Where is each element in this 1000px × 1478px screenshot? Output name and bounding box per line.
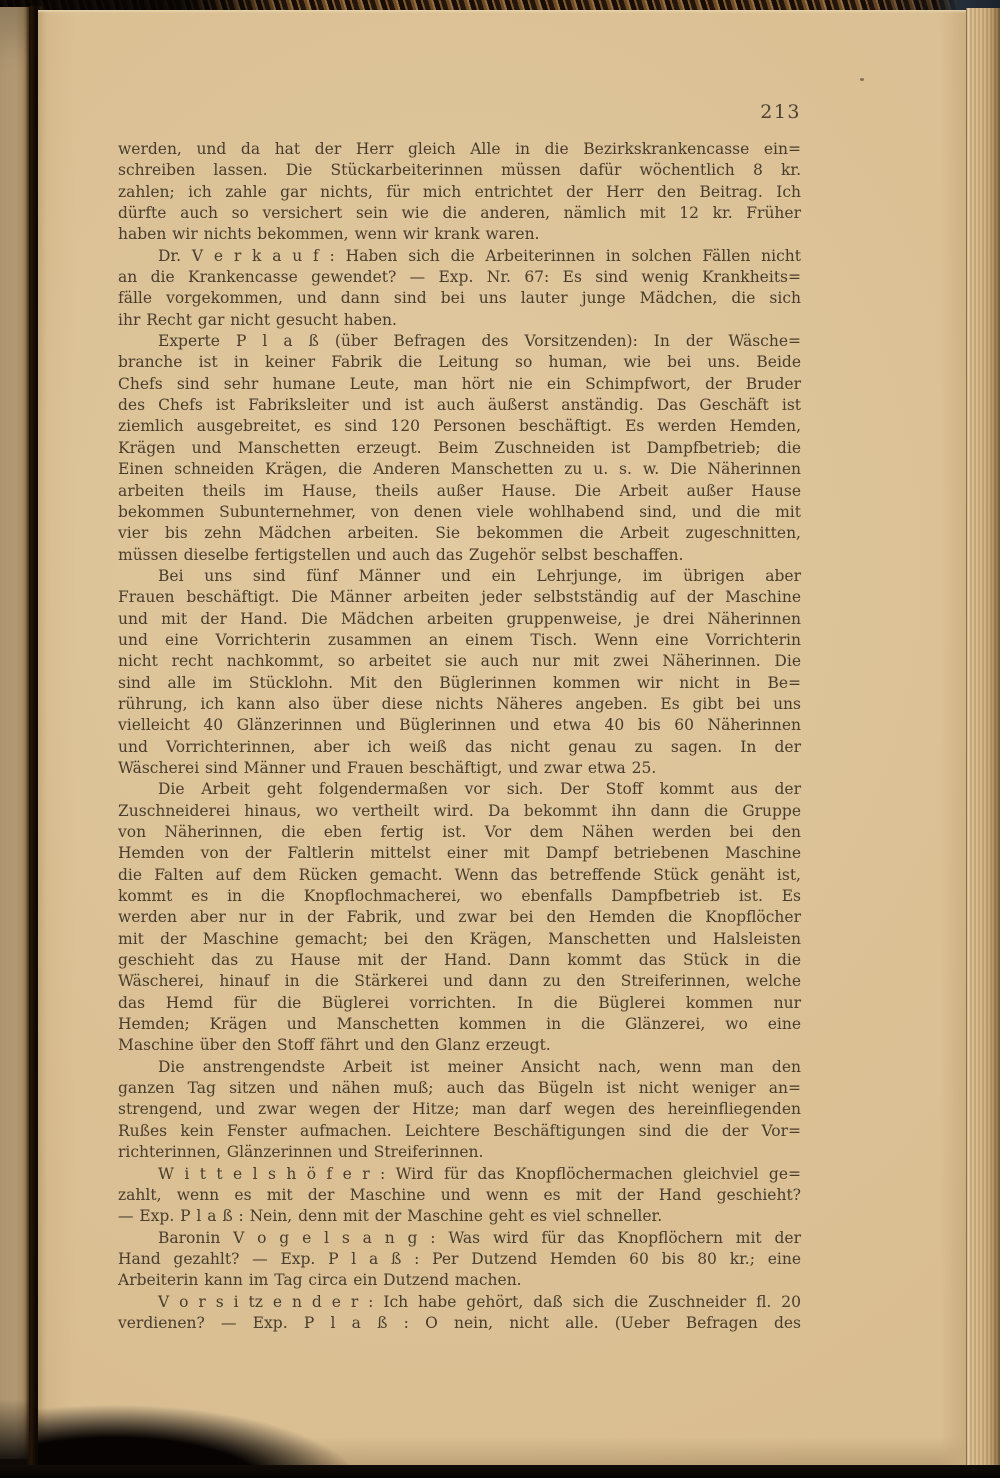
book-page <box>38 10 966 1467</box>
text-line: Arbeiterin kann im Tag circa ein Dutzend machen. <box>118 1271 522 1290</box>
text-line: bekommen Subunternehmer, von denen viele wohlhabend sind, und die mit <box>118 502 801 521</box>
text-line: ihr Recht gar nicht gesucht haben. <box>118 310 397 329</box>
text-line: Einen schneiden Krägen, die Anderen Manschetten zu u. s. w. Die Näherinnen <box>118 460 801 479</box>
page-curl-shadow <box>38 1337 458 1467</box>
text-line: werden, und da hat der Herr gleich Alle in die Bezirkskrankencasse ein= <box>118 140 801 158</box>
text-line: Baronin V o g e l s a n g : Was wird für das Knopflöchern mit der <box>158 1228 801 1247</box>
text-line: arbeiten theils im Hause, theils außer Hause. Die Arbeit außer Hause <box>118 481 801 500</box>
underlying-page-edge <box>0 7 29 1459</box>
text-line: von Näherinnen, die eben fertig ist. Vor dem Nähen werden bei den <box>118 823 801 841</box>
text-line: ziemlich ausgebreitet, es sind 120 Personen beschäftigt. Es werden Hemden, <box>118 417 801 436</box>
text-line: Frauen beschäftigt. Die Männer arbeiten jeder selbstständig auf der Maschine <box>118 588 801 607</box>
text-line: Dr. V e r k a u f : Haben sich die Arbeiterinnen in solchen Fällen nicht <box>158 246 801 265</box>
text-line: dürfte auch so versichert sein wie die anderen, nämlich mit 12 kr. Früher <box>118 204 801 223</box>
text-line: zahlt, wenn es mit der Maschine und wenn es mit der Hand geschieht? <box>118 1185 801 1204</box>
text-line: geschieht das zu Hause mit der Hand. Dann kommt das Stück in die <box>118 951 801 970</box>
text-line: vier bis zehn Mädchen arbeiten. Sie bekommen die Arbeit zugeschnitten, <box>118 524 801 543</box>
text-line: Zuschneiderei hinaus, wo vertheilt wird. Da bekommt ihn dann die Gruppe <box>118 801 801 820</box>
text-line: fälle vorgekommen, und dann sind bei uns lauter junge Mädchen, die sich <box>118 289 801 308</box>
text-line: müssen dieselbe fertigstellen und auch das Zugehör selbst beschaffen. <box>118 545 684 564</box>
text-line: Hemden; Krägen und Manschetten kommen in die Glänzerei, wo eine <box>118 1015 801 1034</box>
page-number: 213 <box>760 101 801 123</box>
text-line: rührung, ich kann also über diese nichts Näheres angeben. Es gibt bei uns <box>118 694 801 713</box>
page-text-block <box>118 139 801 1334</box>
text-line: Hemden von der Faltlerin mittelst einer mit Dampf betriebenen Maschine <box>118 844 801 863</box>
text-line: W i t t e l s h ö f e r : Wird für das Knopflöchermachen gleichviel ge= <box>158 1164 801 1183</box>
text-line: haben wir nichts bekommen, wenn wir krank waren. <box>118 225 540 244</box>
text-line: sind alle im Stücklohn. Mit den Büglerinnen kommen wir nicht in Be= <box>118 673 801 692</box>
text-line: Die Arbeit geht folgendermaßen vor sich. Der Stoff kommt aus der <box>158 780 801 799</box>
text-line: vielleicht 40 Glänzerinnen und Büglerinnen und etwa 40 bis 60 Näherinnen <box>118 716 801 735</box>
text-line: das Hemd für die Büglerei vorrichten. In die Büglerei kommen nur <box>118 993 801 1012</box>
text-line: und eine Vorrichterin zusammen an einem Tisch. Wenn eine Vorrichterin <box>118 630 801 649</box>
text-line: kommt es in die Knopflochmacherei, wo ebenfalls Dampfbetrieb ist. Es <box>118 887 801 906</box>
bottom-dark-edge <box>0 1465 1000 1478</box>
text-line: und mit der Hand. Die Mädchen arbeiten gruppenweise, je drei Näherinnen <box>118 609 801 628</box>
text-line: Chefs sind sehr humane Leute, man hört nie ein Schimpfwort, der Bruder <box>118 374 801 393</box>
text-line: — Exp. P l a ß : Nein, denn mit der Maschine geht es viel schneller. <box>118 1207 663 1226</box>
text-line: Rußes kein Fenster aufmachen. Leichtere Beschäftigungen sind die der Vor= <box>118 1121 801 1140</box>
page-stack-fore-edge <box>966 8 1000 1466</box>
text-line: V o r s i tz e n d e r : Ich habe gehört, daß sich die Zuschneider fl. 20 <box>158 1292 801 1311</box>
text-line: strengend, und zwar wegen der Hitze; man darf wegen des hereinfliegenden <box>118 1100 801 1119</box>
text-line: und Vorrichterinnen, aber ich weiß das nicht genau zu sagen. In der <box>118 737 801 756</box>
text-line: nicht recht nachkommt, so arbeitet sie auch nur mit zwei Näherinnen. Die <box>118 652 801 671</box>
text-line: Wäscherei, hinauf in die Stärkerei und dann zu den Streiferinnen, welche <box>118 972 801 991</box>
text-line: ganzen Tag sitzen und nähen muß; auch das Bügeln ist nicht weniger an= <box>118 1079 801 1098</box>
text-line: Wäscherei sind Männer und Frauen beschäftigt, und zwar etwa 25. <box>118 758 657 777</box>
text-line: Experte P l a ß (über Befragen des Vorsitzenden): In der Wäsche= <box>158 332 801 351</box>
text-line: branche ist in keiner Fabrik die Leitung so human, wie bei uns. Beide <box>118 353 801 372</box>
text-line: schreiben lassen. Die Stückarbeiterinnen müssen dafür wöchentlich 8 kr. <box>118 161 801 180</box>
text-line: Krägen und Manschetten erzeugt. Beim Zuschneiden ist Dampfbetrieb; die <box>118 438 801 457</box>
text-line: an die Krankencasse gewendet? — Exp. Nr. 67: Es sind wenig Krankheits= <box>118 268 801 287</box>
text-line: Maschine über den Stoff fährt und den Glanz erzeugt. <box>118 1036 551 1055</box>
text-line: des Chefs ist Fabriksleiter und ist auch äußerst anständig. Das Geschäft ist <box>118 396 801 415</box>
text-line: mit der Maschine gemacht; bei den Krägen, Manschetten und Halsleisten <box>118 929 801 948</box>
text-line: richterinnen, Glänzerinnen und Streiferinnen. <box>118 1143 484 1162</box>
text-line: Bei uns sind fünf Männer und ein Lehrjunge, im übrigen aber <box>158 566 801 585</box>
text-line: Die anstrengendste Arbeit ist meiner Ansicht nach, wenn man den <box>158 1057 801 1076</box>
text-line: Hand gezahlt? — Exp. P l a ß : Per Dutzend Hemden 60 bis 80 kr.; eine <box>118 1249 801 1268</box>
text-line: werden aber nur in der Fabrik, und zwar bei den Hemden die Knopflöcher <box>118 908 801 927</box>
text-line: die Falten auf dem Rücken gemacht. Wenn das betreffende Stück genäht ist, <box>118 865 801 884</box>
text-line: verdienen? — Exp. P l a ß : O nein, nicht alle. (Ueber Befragen des <box>118 1313 801 1332</box>
text-line: zahlen; ich zahle gar nichts, für mich entrichtet der Herr den Beitrag. Ich <box>118 182 801 201</box>
paper-speck <box>860 78 864 81</box>
